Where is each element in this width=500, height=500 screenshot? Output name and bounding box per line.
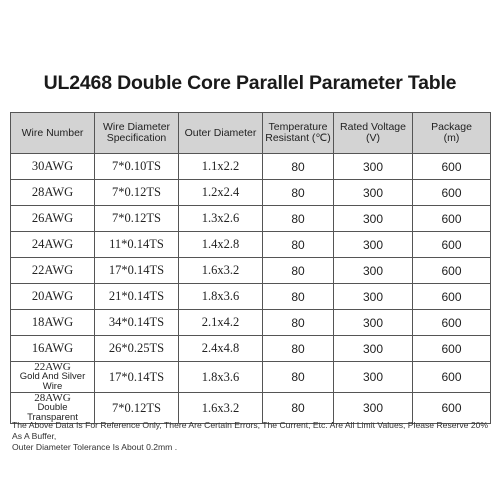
column-header (11, 113, 95, 154)
column-header-line: (V) (366, 132, 380, 144)
spec-cell: 34*0.14TS (95, 310, 179, 336)
column-header-line: Temperature (268, 121, 328, 133)
page-title: UL2468 Double Core Parallel Parameter Table (43, 72, 457, 94)
table-body (11, 154, 491, 424)
wire-number-text: 18AWG (31, 315, 74, 329)
temp-cell: 80 (263, 393, 334, 424)
header-row (11, 113, 491, 154)
package-cell: 600 (413, 180, 491, 206)
table-row (11, 393, 491, 424)
wire-number-cell (11, 393, 95, 424)
parameter-table (10, 112, 491, 424)
wire-number-text: Gold And Silver Wire (19, 371, 86, 392)
voltage-cell: 300 (334, 362, 413, 393)
wire-number-cell (11, 258, 95, 284)
spec-cell: 7*0.12TS (95, 206, 179, 232)
wire-number-cell (11, 232, 95, 258)
wire-number-text: 30AWG (31, 159, 74, 173)
outer-cell: 1.4x2.8 (179, 232, 263, 258)
wire-number-cell (11, 154, 95, 180)
outer-cell: 1.3x2.6 (179, 206, 263, 232)
column-header (413, 113, 491, 154)
voltage-cell: 300 (334, 258, 413, 284)
outer-cell: 1.6x3.2 (179, 258, 263, 284)
outer-cell: 1.8x3.6 (179, 284, 263, 310)
wire-number-text: 20AWG (31, 289, 74, 303)
voltage-cell: 300 (334, 310, 413, 336)
spec-cell: 17*0.14TS (95, 258, 179, 284)
package-cell: 600 (413, 258, 491, 284)
spec-cell: 21*0.14TS (95, 284, 179, 310)
package-cell: 600 (413, 284, 491, 310)
temp-cell: 80 (263, 258, 334, 284)
wire-number-text: 22AWG (34, 361, 71, 373)
package-cell: 600 (413, 362, 491, 393)
spec-cell: 11*0.14TS (95, 232, 179, 258)
column-header-line: Wire Diameter (102, 121, 171, 133)
wire-number-text: 26AWG (31, 211, 74, 225)
table-row (11, 284, 491, 310)
table-header (11, 113, 491, 154)
outer-cell: 2.1x4.2 (179, 310, 263, 336)
temp-cell: 80 (263, 180, 334, 206)
table-row (11, 154, 491, 180)
wire-number-text: 16AWG (31, 341, 74, 355)
package-cell: 600 (413, 206, 491, 232)
package-cell: 600 (413, 393, 491, 424)
wire-number-cell (11, 336, 95, 362)
spec-cell: 7*0.12TS (95, 180, 179, 206)
spec-cell: 17*0.14TS (95, 362, 179, 393)
footnote (12, 420, 492, 453)
spec-cell: 26*0.25TS (95, 336, 179, 362)
outer-cell: 1.6x3.2 (179, 393, 263, 424)
table-row (11, 362, 491, 393)
wire-number-text: 28AWG (34, 392, 71, 404)
outer-cell: 1.2x2.4 (179, 180, 263, 206)
wire-number-cell (11, 180, 95, 206)
column-header-line: Package (431, 121, 472, 133)
package-cell: 600 (413, 232, 491, 258)
column-header (95, 113, 179, 154)
temp-cell: 80 (263, 154, 334, 180)
column-header-line: Wire Number (21, 126, 84, 139)
spec-cell: 7*0.10TS (95, 154, 179, 180)
column-header (179, 113, 263, 154)
temp-cell: 80 (263, 206, 334, 232)
table-row (11, 336, 491, 362)
voltage-cell: 300 (334, 284, 413, 310)
wire-number-text: 22AWG (31, 263, 74, 277)
temp-cell: 80 (263, 232, 334, 258)
outer-cell: 1.8x3.6 (179, 362, 263, 393)
footnote-line: The Above Data Is For Reference Only, There Are Certain Errors, The Current, Etc. Are All Limit Values, Please Reserve 20% As A Buffer, (12, 420, 489, 441)
wire-number-cell (11, 206, 95, 232)
package-cell: 600 (413, 154, 491, 180)
voltage-cell: 300 (334, 393, 413, 424)
temp-cell: 80 (263, 310, 334, 336)
spec-cell: 7*0.12TS (95, 393, 179, 424)
wire-number-text: Double Transparent (27, 402, 78, 423)
package-cell: 600 (413, 310, 491, 336)
table-row (11, 206, 491, 232)
table-row (11, 180, 491, 206)
column-header (263, 113, 334, 154)
column-header-line: Rated Voltage (340, 121, 406, 133)
wire-number-text: 28AWG (31, 185, 74, 199)
voltage-cell: 300 (334, 206, 413, 232)
voltage-cell: 300 (334, 180, 413, 206)
temp-cell: 80 (263, 362, 334, 393)
voltage-cell: 300 (334, 336, 413, 362)
column-header (334, 113, 413, 154)
wire-number-cell (11, 362, 95, 393)
wire-number-text: 24AWG (31, 237, 74, 251)
table-row (11, 232, 491, 258)
package-cell: 600 (413, 336, 491, 362)
temp-cell: 80 (263, 284, 334, 310)
column-header-line: Resistant (℃) (265, 132, 331, 144)
column-header-line: Outer Diameter (184, 126, 257, 139)
footnote-line: Outer Diameter Tolerance Is About 0.2mm . (12, 442, 178, 452)
temp-cell: 80 (263, 336, 334, 362)
wire-number-cell (11, 310, 95, 336)
outer-cell: 2.4x4.8 (179, 336, 263, 362)
wire-number-cell (11, 284, 95, 310)
voltage-cell: 300 (334, 232, 413, 258)
outer-cell: 1.1x2.2 (179, 154, 263, 180)
table-row (11, 310, 491, 336)
column-header-line: Specification (106, 132, 167, 144)
voltage-cell: 300 (334, 154, 413, 180)
table-row (11, 258, 491, 284)
column-header-line: (m) (443, 132, 460, 144)
